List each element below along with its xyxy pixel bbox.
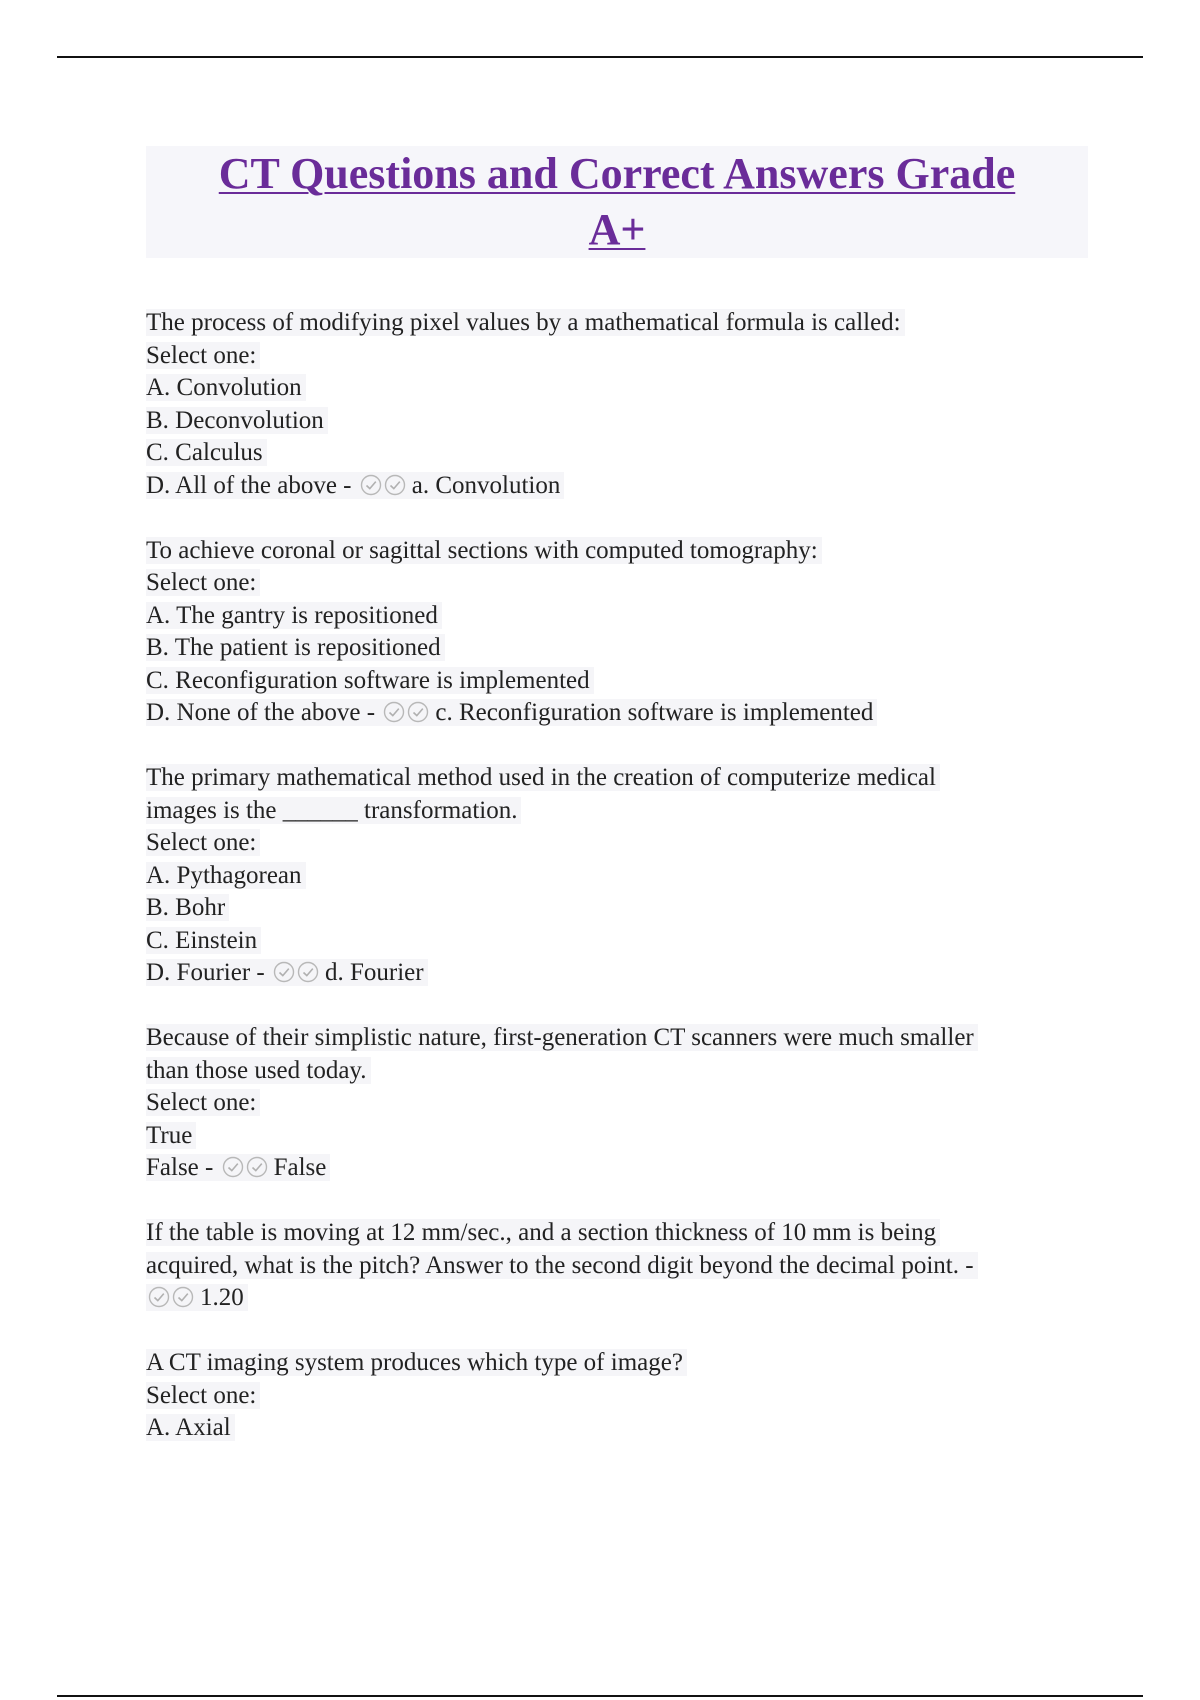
- question-text: [146, 1022, 1096, 1055]
- final-option-text: D. All of the above -: [146, 471, 352, 499]
- answer-highlight: [146, 1284, 248, 1311]
- line-text: acquired, what is the pitch? Answer to the second digit beyond the decimal point. -: [146, 1252, 978, 1279]
- question-line: [146, 892, 1096, 925]
- answer-line: [146, 470, 1096, 503]
- final-option-text: False -: [146, 1154, 214, 1181]
- question-line: [146, 372, 1096, 405]
- question-line: [146, 665, 1096, 698]
- line-text: B. The patient is repositioned: [146, 634, 445, 661]
- correct-answer: 1.20: [200, 1284, 244, 1311]
- line-text: B. Bohr: [146, 894, 229, 921]
- question-block: [146, 307, 1096, 502]
- answer-line: [146, 697, 1096, 730]
- question-text: [146, 1347, 1096, 1380]
- line-text: A. Axial: [146, 1414, 235, 1441]
- double-check-circle-icon: [148, 1286, 196, 1308]
- page-title-line-2: A+: [588, 205, 646, 254]
- question-line: [146, 1380, 1096, 1413]
- line-text: A. Convolution: [146, 374, 306, 401]
- question-line: [146, 860, 1096, 893]
- line-text: Select one:: [146, 569, 260, 596]
- final-option-text: D. Fourier -: [146, 959, 265, 986]
- line-text: A CT imaging system produces which type of image?: [146, 1349, 687, 1376]
- line-text: A. Pythagorean: [146, 862, 306, 889]
- page-title-line-1: CT Questions and Correct Answers Grade: [218, 149, 1016, 198]
- question-line: [146, 1250, 1096, 1283]
- double-check-circle-icon: [222, 1156, 270, 1178]
- question-line: [146, 1120, 1096, 1153]
- line-text: C. Reconfiguration software is implemented: [146, 667, 594, 694]
- question-line: [146, 1055, 1096, 1088]
- line-text: The primary mathematical method used in the creation of computerize medical: [146, 764, 940, 791]
- line-text: To achieve coronal or sagittal sections with computed tomography:: [146, 537, 822, 564]
- line-text: Select one:: [146, 1382, 260, 1409]
- answer-line: [146, 957, 1096, 990]
- question-block: [146, 762, 1096, 990]
- question-line: [146, 405, 1096, 438]
- line-text: Select one:: [146, 829, 260, 856]
- answer-highlight: [146, 699, 877, 726]
- correct-answer: c. Reconfiguration software is implemented: [435, 699, 874, 726]
- question-line: [146, 437, 1096, 470]
- line-text: The process of modifying pixel values by a mathematical formula is called:: [146, 309, 905, 336]
- question-line: [146, 1412, 1096, 1445]
- line-text: than those used today.: [146, 1057, 371, 1084]
- line-text: Because of their simplistic nature, first-generation CT scanners were much smaller: [146, 1024, 978, 1051]
- line-text: B. Deconvolution: [146, 407, 328, 434]
- question-block: [146, 1347, 1096, 1445]
- question-list: [146, 307, 1096, 1477]
- question-block: [146, 1217, 1096, 1315]
- correct-answer: False: [273, 1154, 327, 1181]
- answer-highlight: [146, 472, 564, 499]
- question-line: [146, 340, 1096, 373]
- question-text: [146, 535, 1096, 568]
- question-line: [146, 600, 1096, 633]
- header-rule: [57, 56, 1143, 58]
- line-text: images is the ______ transformation.: [146, 797, 521, 824]
- question-line: [146, 1087, 1096, 1120]
- answer-line: [146, 1152, 1096, 1185]
- footer-rule: [57, 1695, 1143, 1697]
- title-block: [146, 146, 1088, 258]
- line-text: C. Calculus: [146, 439, 267, 466]
- question-line: [146, 632, 1096, 665]
- question-block: [146, 535, 1096, 730]
- question-line: [146, 567, 1096, 600]
- line-text: Select one:: [146, 1089, 260, 1116]
- line-text: Select one:: [146, 342, 260, 369]
- line-text: A. The gantry is repositioned: [146, 602, 442, 629]
- question-line: [146, 925, 1096, 958]
- question-line: [146, 795, 1096, 828]
- double-check-circle-icon: [360, 474, 408, 496]
- answer-highlight: [146, 1154, 330, 1181]
- final-option-text: D. None of the above -: [146, 699, 376, 726]
- question-text: [146, 762, 1096, 795]
- line-text: If the table is moving at 12 mm/sec., and a section thickness of 10 mm is being: [146, 1219, 940, 1246]
- question-block: [146, 1022, 1096, 1185]
- answer-line: [146, 1282, 1096, 1315]
- double-check-circle-icon: [273, 961, 321, 983]
- line-text: True: [146, 1122, 196, 1149]
- question-line: [146, 827, 1096, 860]
- double-check-circle-icon: [383, 701, 431, 723]
- correct-answer: a. Convolution: [411, 471, 561, 499]
- line-text: C. Einstein: [146, 927, 261, 954]
- correct-answer: d. Fourier: [324, 959, 424, 986]
- answer-highlight: [146, 959, 428, 986]
- question-text: [146, 307, 1096, 340]
- question-text: [146, 1217, 1096, 1250]
